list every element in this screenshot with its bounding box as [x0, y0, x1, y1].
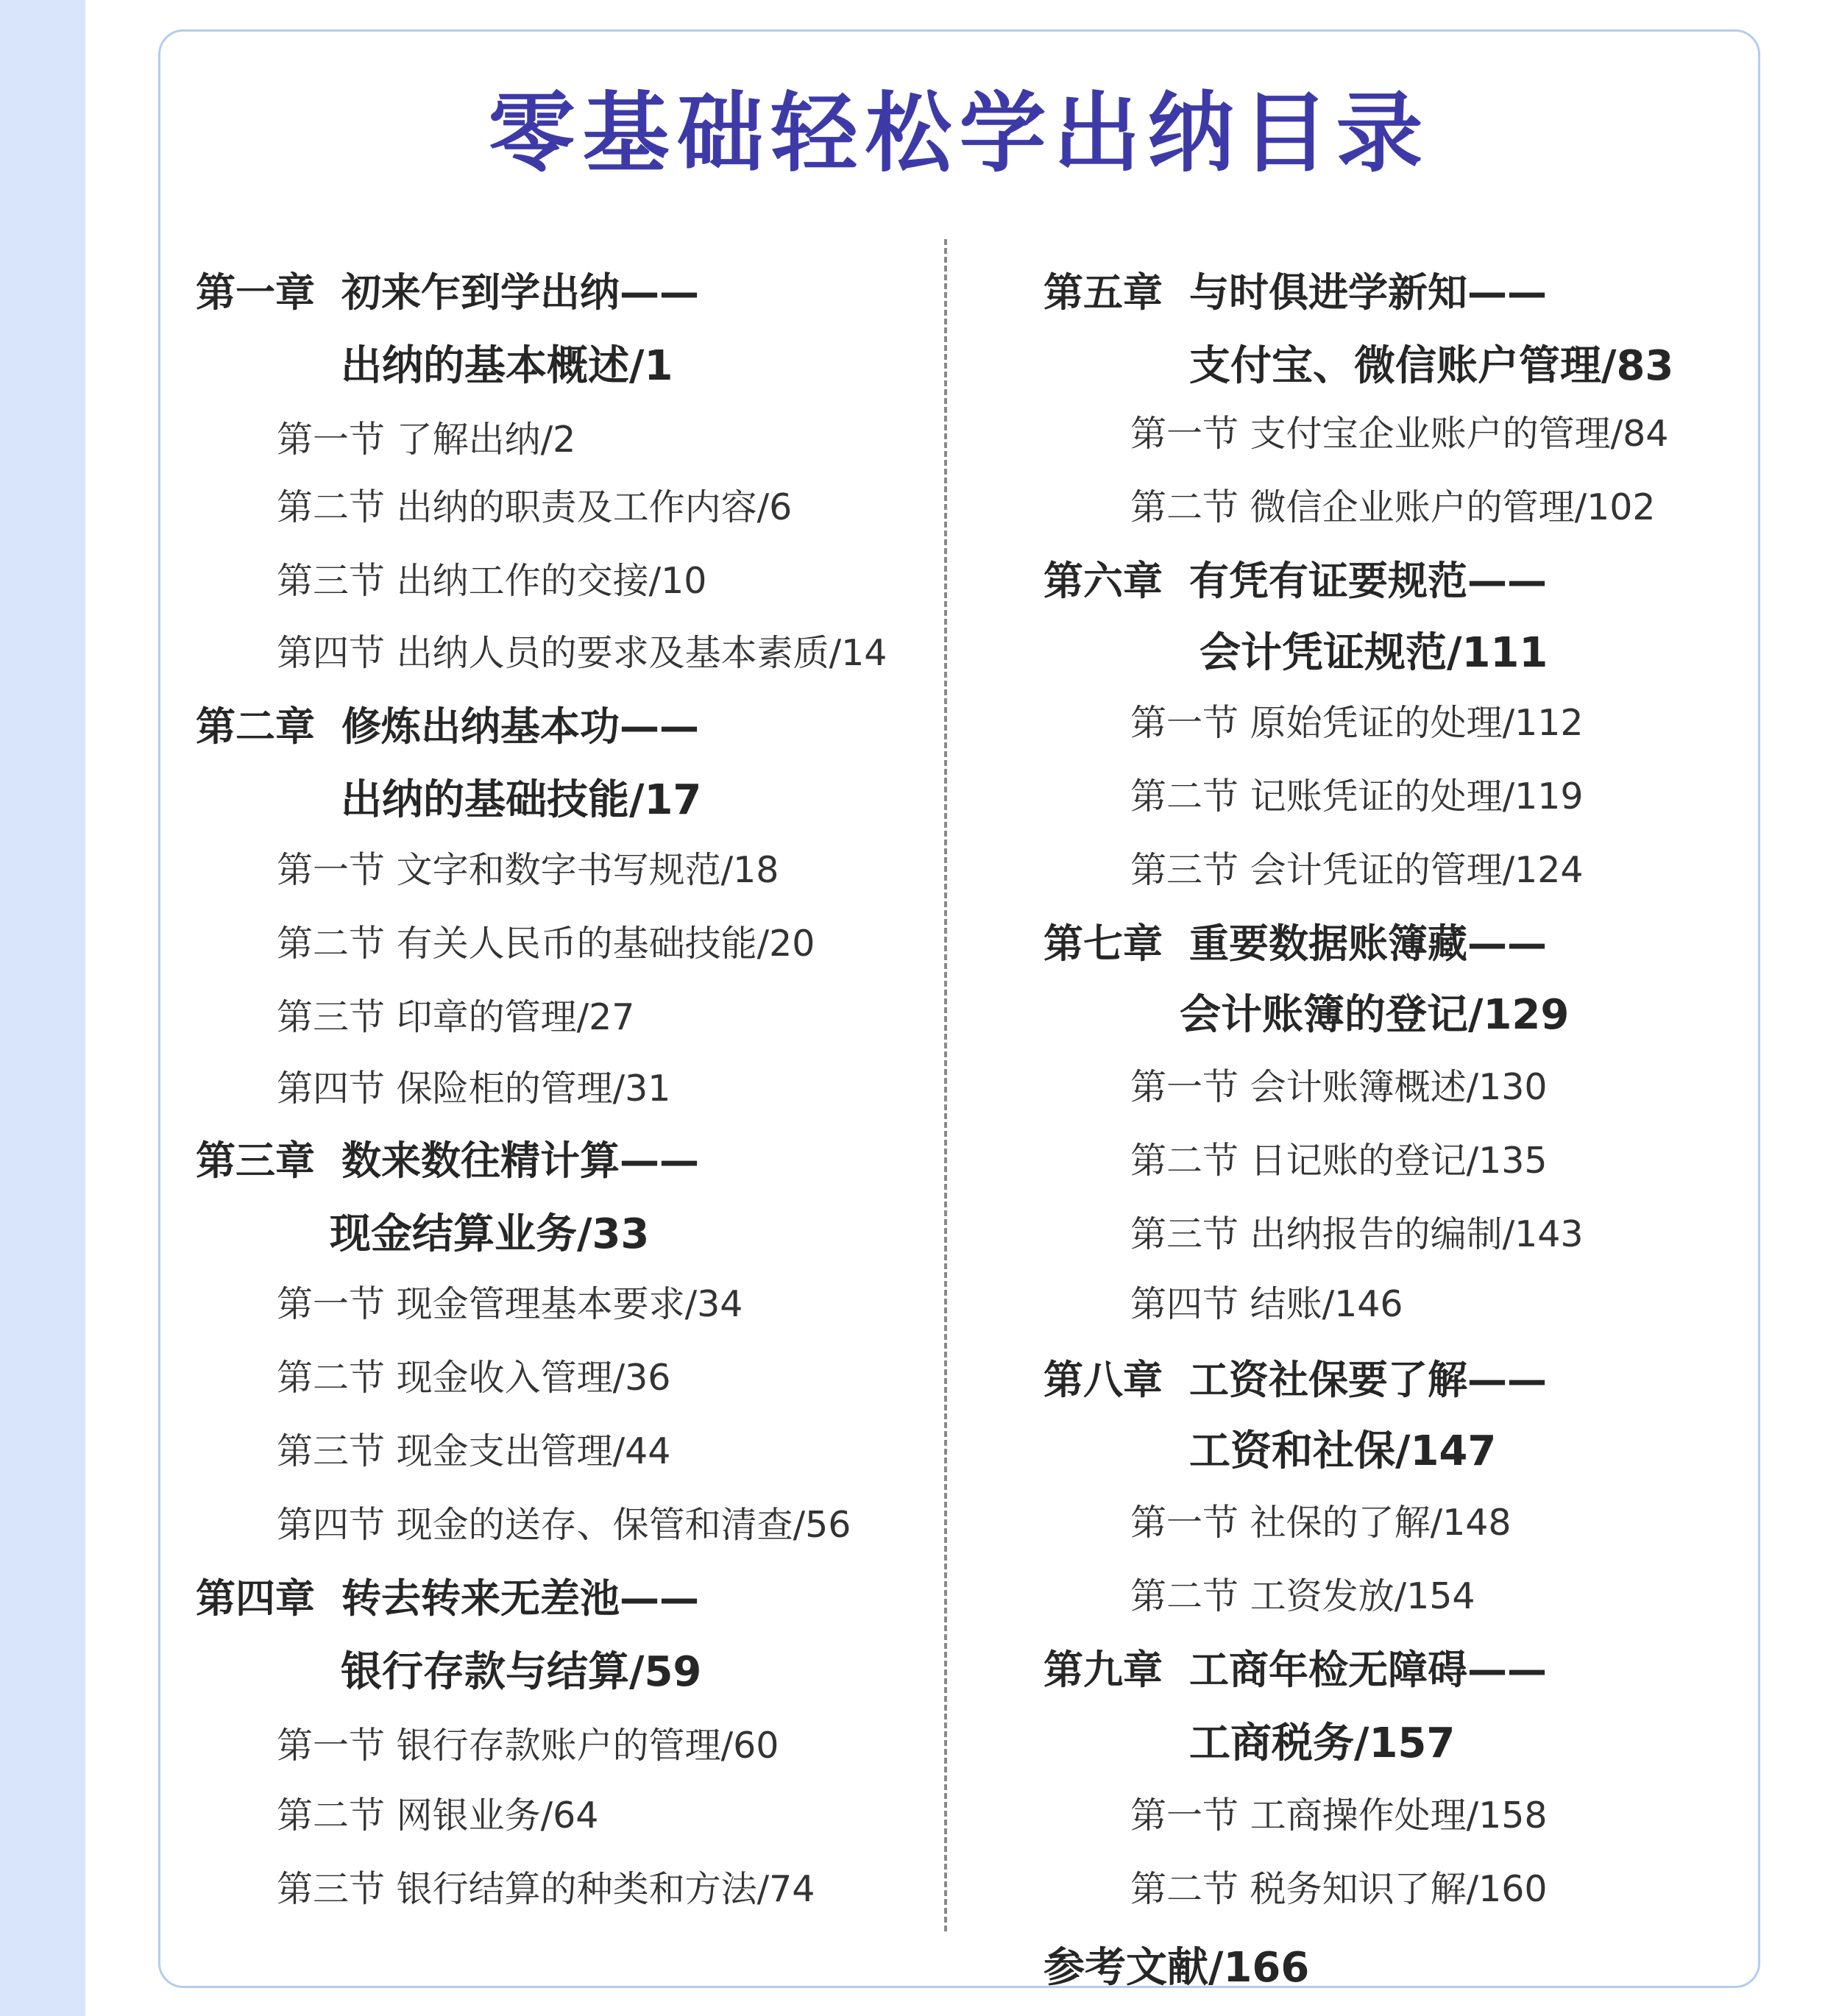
chapter-title: 有凭有证要规范——: [1189, 558, 1547, 604]
chapter-title: 转去转来无差池——: [341, 1575, 699, 1622]
toc-chapter-subtitle: 银行存款与结算/59: [341, 1648, 702, 1696]
chapter-number: 第八章: [1043, 1357, 1163, 1403]
toc-section-item: 第一节 文字和数字书写规范/18: [277, 849, 779, 891]
toc-chapter-subtitle: 支付宝、微信账户管理/83: [1189, 342, 1674, 390]
toc-section-item: 第三节 会计凭证的管理/124: [1130, 849, 1584, 891]
chapter-number: 第四章: [196, 1575, 315, 1622]
toc-section-item: 第一节 了解出纳/2: [277, 419, 576, 461]
toc-section-item: 第二节 网银业务/64: [277, 1795, 599, 1836]
chapter-number: 第七章: [1043, 920, 1163, 967]
toc-section-item: 第四节 保险柜的管理/31: [277, 1068, 671, 1110]
toc-section-item: 第二节 微信企业账户的管理/102: [1130, 486, 1656, 528]
column-divider: [944, 239, 947, 1931]
chapter-number: 第六章: [1043, 558, 1163, 604]
toc-section-item: 第二节 税务知识了解/160: [1130, 1868, 1548, 1910]
toc-section-item: 第二节 有关人民币的基础技能/20: [277, 923, 815, 965]
toc-chapter-heading: [1043, 556, 1547, 607]
chapter-title: 与时俱进学新知——: [1189, 269, 1547, 316]
left-sidebar-strip: [0, 0, 85, 2016]
chapter-title: 初来乍到学出纳——: [341, 269, 699, 316]
toc-section-item: 第三节 现金支出管理/44: [277, 1430, 671, 1472]
toc-section-item: 第一节 银行存款账户的管理/60: [277, 1725, 779, 1767]
toc-section-item: 第一节 原始凭证的处理/112: [1130, 702, 1584, 744]
chapter-number: 第九章: [1043, 1647, 1163, 1693]
toc-section-item: 第一节 工商操作处理/158: [1130, 1795, 1548, 1836]
toc-section-item: 第四节 结账/146: [1130, 1283, 1403, 1325]
toc-section-item: 第四节 现金的送存、保管和清查/56: [277, 1504, 851, 1546]
page-title: 零基础轻松学出纳目录: [488, 82, 1431, 184]
toc-section-item: 第一节 支付宝企业账户的管理/84: [1130, 413, 1669, 455]
chapter-number: 第二章: [196, 703, 315, 750]
toc-section-item: 第一节 会计账簿概述/130: [1130, 1066, 1548, 1108]
toc-section-item: 第一节 现金管理基本要求/34: [277, 1283, 743, 1325]
chapter-number: 第一章: [196, 269, 315, 316]
toc-section-item: 第三节 出纳工作的交接/10: [277, 560, 707, 602]
toc-chapter-heading: [196, 267, 699, 319]
chapter-title: 数来数往精计算——: [341, 1137, 699, 1184]
chapter-title: 重要数据账簿藏——: [1189, 920, 1547, 967]
toc-card: [158, 29, 1760, 1992]
toc-section-item: 第三节 银行结算的种类和方法/74: [277, 1868, 815, 1910]
chapter-number: 第五章: [1043, 269, 1163, 316]
toc-section-item: 第二节 记账凭证的处理/119: [1130, 775, 1584, 817]
toc-chapter-subtitle: 工资和社保/147: [1189, 1427, 1497, 1475]
toc-chapter-heading: [1043, 267, 1547, 319]
toc-chapter-subtitle: 出纳的基础技能/17: [341, 776, 702, 824]
toc-chapter-heading: [1043, 1355, 1547, 1406]
chapter-number: 第三章: [196, 1137, 315, 1184]
toc-section-item: 第二节 日记账的登记/135: [1130, 1140, 1548, 1182]
toc-chapter-heading: [196, 1573, 699, 1625]
toc-chapter-subtitle: 会计凭证规范/111: [1199, 629, 1548, 677]
toc-section-item: 第二节 工资发放/154: [1130, 1575, 1475, 1617]
toc-chapter-heading: [196, 1135, 699, 1187]
toc-section-item: 第三节 印章的管理/27: [277, 996, 635, 1038]
toc-section-item: 第一节 社保的了解/148: [1130, 1502, 1512, 1544]
toc-chapter-subtitle: 出纳的基本概述/1: [341, 342, 673, 390]
chapter-title: 工资社保要了解——: [1189, 1357, 1547, 1403]
toc-section-item: 第四节 出纳人员的要求及基本素质/14: [277, 632, 887, 674]
toc-chapter-heading: [1043, 918, 1547, 970]
toc-chapter-heading: [196, 701, 699, 753]
toc-chapter-subtitle: 工商税务/157: [1189, 1719, 1456, 1767]
toc-chapter-heading: [1043, 1644, 1547, 1696]
chapter-title: 工商年检无障碍——: [1189, 1647, 1547, 1693]
toc-section-item: 第三节 出纳报告的编制/143: [1130, 1213, 1584, 1255]
toc-chapter-subtitle: 会计账簿的登记/129: [1180, 991, 1570, 1039]
toc-section-item: 第二节 现金收入管理/36: [277, 1357, 671, 1399]
toc-chapter-subtitle: 现金结算业务/33: [330, 1210, 650, 1258]
toc-references: 参考文献/166: [1043, 1944, 1310, 1992]
chapter-title: 修炼出纳基本功——: [341, 703, 699, 750]
toc-section-item: 第二节 出纳的职责及工作内容/6: [277, 486, 793, 528]
